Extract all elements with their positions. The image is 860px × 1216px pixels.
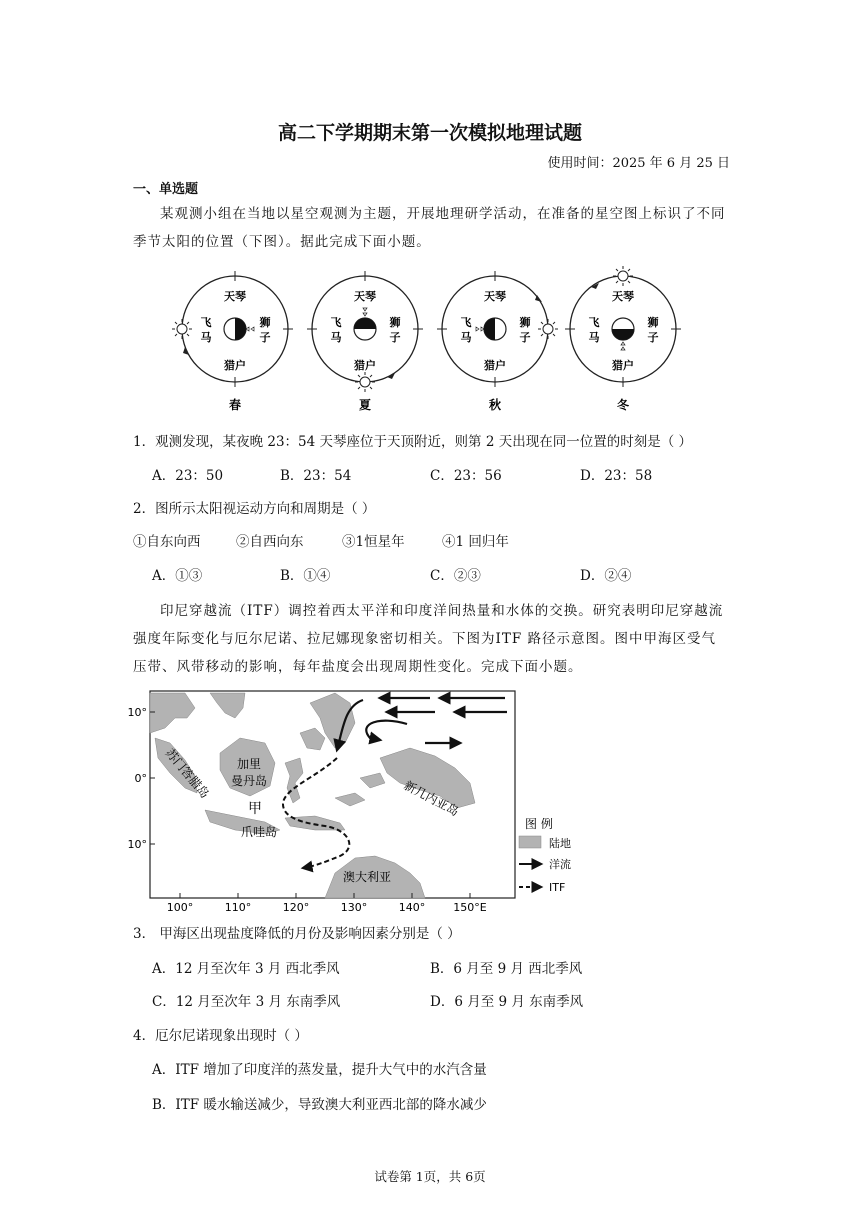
season-label: 春 [228, 398, 242, 412]
svg-text:天琴: 天琴 [612, 290, 634, 303]
label-australia: 澳大利亚 [342, 870, 392, 884]
star-chart-summer [307, 271, 423, 392]
svg-text:飞: 飞 [460, 316, 472, 329]
svg-text:子: 子 [389, 331, 401, 344]
label-kalimantan: 曼丹岛 [230, 774, 268, 788]
question-4: 4．厄尔尼诺现象出现时（ ） [133, 1028, 308, 1044]
lon-label: 150°E [453, 901, 487, 914]
section-heading: 一、单选题 [133, 182, 199, 197]
lon-label: 140° [398, 901, 426, 914]
svg-text:子: 子 [647, 331, 659, 344]
q1-option-c[interactable]: C．23：56 [430, 468, 502, 484]
page-footer: 试卷第 1页，共 6页 [374, 1169, 486, 1184]
q2-option-a[interactable]: A．①③ [152, 568, 203, 584]
svg-text:狮: 狮 [519, 316, 531, 329]
q2-item: ②自西向东 [236, 534, 304, 550]
label-new-guinea: 新几内亚岛 [401, 778, 462, 819]
svg-text:狮: 狮 [389, 316, 401, 329]
question-3: 3． 甲海区出现盐度降低的月份及影响因素分别是（ ） [133, 926, 461, 942]
svg-text:猎户: 猎户 [484, 359, 506, 372]
map-legend [519, 816, 571, 894]
itf-map [125, 688, 585, 916]
passage-2: 印尼穿越流（ITF）调控着西太平洋和印度洋间热量和水体的交换。研究表明印尼穿越流强度年际变化与厄尔尼诺、拉尼娜现象密切相关。下图为ITF 路径示意图。图中甲海区受气压带、风带移动的影响，每年盐度会出现周期性变化。完成下面小题。 [133, 603, 724, 675]
q2-option-c[interactable]: C．②③ [430, 568, 481, 584]
season-label: 夏 [358, 398, 372, 412]
svg-text:狮: 狮 [259, 316, 271, 329]
constellation-bottom: 猎户 [224, 359, 246, 372]
page-title: 高二下学期期末第一次模拟地理试题 [277, 122, 582, 144]
q2-item: ③1恒星年 [342, 534, 405, 550]
q3-option-b[interactable]: B．6 月至 9 月 西北季风 [430, 961, 583, 977]
lat-label: 0° [134, 772, 147, 785]
date-line: 使用时间：2025 年 6 月 25 日 [547, 156, 730, 171]
label-sumatra: 苏门答腊岛 [162, 745, 213, 801]
svg-text:飞: 飞 [330, 316, 342, 329]
q1-option-b[interactable]: B．23：54 [280, 468, 352, 484]
svg-text:飞: 飞 [200, 316, 212, 329]
svg-text:飞: 飞 [588, 316, 600, 329]
svg-text:马: 马 [588, 331, 600, 344]
q3-option-a[interactable]: A．12 月至次年 3 月 西北季风 [152, 961, 340, 977]
q1-option-a[interactable]: A．23：50 [152, 468, 224, 484]
svg-text:图 例: 图 例 [525, 817, 553, 831]
label-kalimantan: 加里 [236, 757, 262, 771]
svg-text:子: 子 [259, 331, 271, 344]
label-java: 爪哇岛 [240, 825, 278, 839]
lon-label: 100° [166, 901, 194, 914]
q3-option-d[interactable]: D．6 月至 9 月 东南季风 [430, 994, 584, 1010]
lon-label: 120° [282, 901, 310, 914]
lat-label: 10° [127, 706, 147, 719]
sun-icon [355, 372, 375, 392]
lat-label: 10° [127, 838, 147, 851]
season-label: 冬 [616, 398, 630, 412]
svg-text:猎户: 猎户 [354, 359, 376, 372]
sun-icon [538, 319, 558, 339]
star-charts-figure [170, 266, 690, 416]
question-2: 2．图所示太阳视运动方向和周期是（ ） [133, 501, 376, 517]
q3-option-c[interactable]: C．12 月至次年 3 月 东南季风 [152, 994, 341, 1010]
q2-item: ④1 回归年 [442, 534, 509, 550]
svg-text:陆地: 陆地 [549, 837, 571, 850]
svg-text:马: 马 [460, 331, 472, 344]
label-jia: 甲 [248, 801, 262, 817]
passage-1: 某观测小组在当地以星空观测为主题，开展地理研学活动，在准备的星空图上标识了不同季节太阳的位置（下图）。据此完成下面小题。 [133, 206, 726, 250]
svg-text:马: 马 [200, 331, 212, 344]
q1-option-d[interactable]: D．23：58 [580, 468, 653, 484]
question-1: 1．观测发现，某夜晚 23：54 天琴座位于天顶附近，则第 2 天出现在同一位置的时刻是（ ） [133, 434, 692, 450]
svg-text:子: 子 [519, 331, 531, 344]
svg-text:ITF: ITF [549, 881, 566, 894]
lon-label: 130° [340, 901, 368, 914]
q4-option-b[interactable]: B．ITF 暖水输送减少，导致澳大利亚西北部的降水减少 [152, 1097, 487, 1113]
q4-option-a[interactable]: A．ITF 增加了印度洋的蒸发量，提升大气中的水汽含量 [152, 1062, 487, 1078]
star-chart-winter [565, 266, 681, 387]
svg-text:天琴: 天琴 [354, 290, 376, 303]
q2-item: ①自东向西 [133, 534, 201, 550]
svg-text:马: 马 [330, 331, 342, 344]
sun-icon [172, 319, 192, 339]
constellation-top: 天琴 [224, 290, 246, 303]
star-chart-spring [172, 271, 293, 387]
svg-text:洋流: 洋流 [549, 858, 571, 871]
star-chart-autumn [437, 271, 558, 387]
svg-text:狮: 狮 [647, 316, 659, 329]
sun-icon [613, 266, 633, 286]
lon-label: 110° [224, 901, 252, 914]
svg-text:天琴: 天琴 [484, 290, 506, 303]
svg-text:猎户: 猎户 [612, 359, 634, 372]
season-label: 秋 [488, 398, 502, 412]
q2-option-b[interactable]: B．①④ [280, 568, 331, 584]
q2-option-d[interactable]: D．②④ [580, 568, 632, 584]
